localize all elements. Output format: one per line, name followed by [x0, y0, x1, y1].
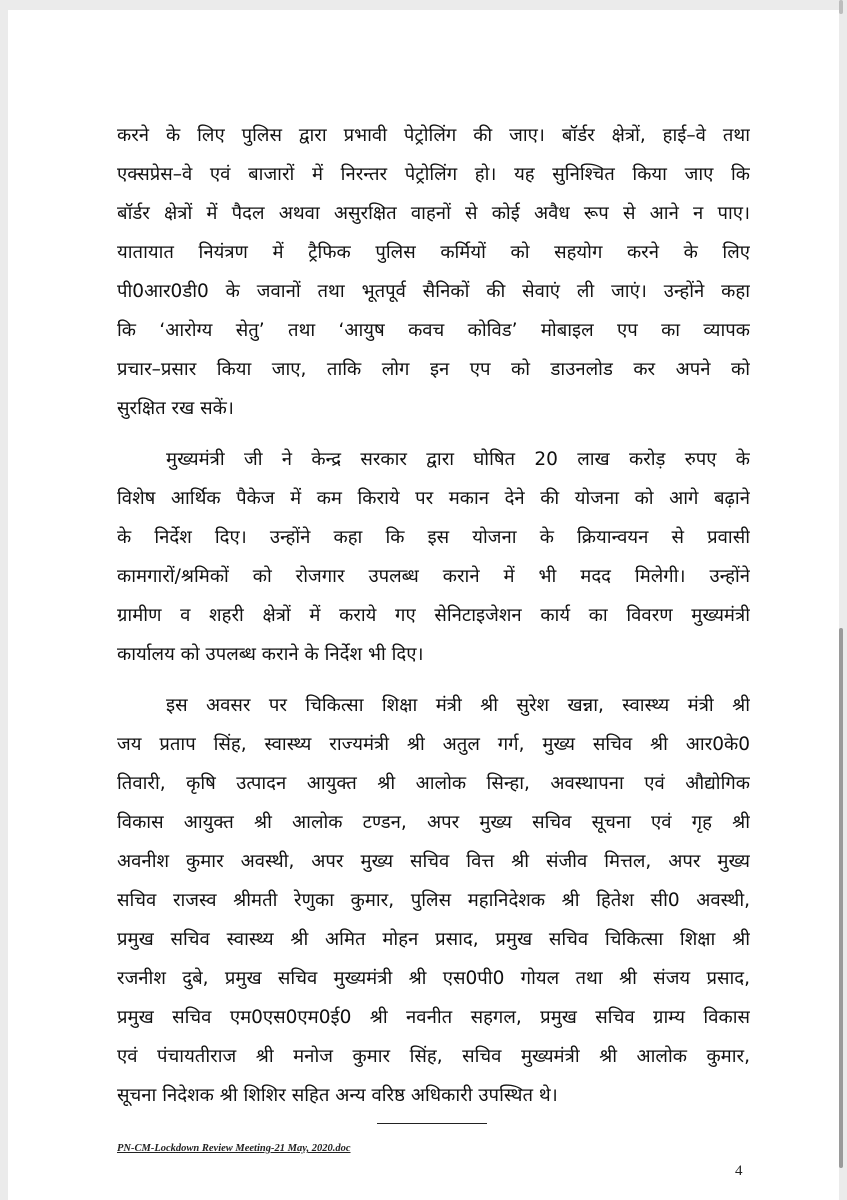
text-line: सुरक्षित रख सकें।	[117, 398, 234, 419]
end-rule-divider	[377, 1123, 487, 1124]
text-line: कार्यालय को उपलब्ध कराने के निर्देश भी दिए।	[117, 644, 424, 665]
text-line: मुख्यमंत्री जी ने केन्द्र सरकार द्वारा घोषित 20 लाख करोड़ रुपए के	[166, 449, 750, 470]
text-line: सचिव राजस्व श्रीमती रेणुका कुमार, पुलिस महानिदेशक श्री हितेश सी0 अवस्थी,	[117, 890, 750, 911]
text-line: कामगारों/श्रमिकों को रोजगार उपलब्ध कराने में भी मदद मिलेगी। उन्होंने	[117, 566, 750, 587]
text-line: पी0आर0डी0 के जवानों तथा भूतपूर्व सैनिकों की सेवाएं ली जाएं। उन्होंने कहा	[117, 281, 750, 302]
text-line: करने के लिए पुलिस द्वारा प्रभावी पेट्रोलिंग की जाए। बॉर्डर क्षेत्रों, हाई–वे तथा	[117, 125, 750, 146]
viewer-top-bar	[0, 0, 847, 10]
text-line: विशेष आर्थिक पैकेज में कम किराये पर मकान देने की योजना को आगे बढ़ाने	[117, 488, 750, 509]
text-line: बॉर्डर क्षेत्रों में पैदल अथवा असुरक्षित वाहनों से कोई अवैध रूप से आने न पाए।	[117, 203, 750, 224]
text-line: तिवारी, कृषि उत्पादन आयुक्त श्री आलोक सिन्हा, अवस्थापना एवं औद्योगिक	[117, 773, 750, 794]
text-line: प्रमुख सचिव स्वास्थ्य श्री अमित मोहन प्रसाद, प्रमुख सचिव चिकित्सा शिक्षा श्री	[117, 929, 750, 950]
text-line: एक्सप्रेस–वे एवं बाजारों में निरन्तर पेट्रोलिंग हो। यह सुनिश्चित किया जाए कि	[117, 164, 750, 185]
text-line: रजनीश दुबे, प्रमुख सचिव मुख्यमंत्री श्री एस0पी0 गोयल तथा श्री संजय प्रसाद,	[117, 968, 750, 989]
text-line: जय प्रताप सिंह, स्वास्थ्य राज्यमंत्री श्री अतुल गर्ग, मुख्य सचिव श्री आर0के0	[117, 734, 750, 755]
text-line: इस अवसर पर चिकित्सा शिक्षा मंत्री श्री सुरेश खन्ना, स्वास्थ्य मंत्री श्री	[166, 695, 750, 716]
footer-filename: PN-CM-Lockdown Review Meeting-21 May, 2020.doc	[117, 1143, 351, 1154]
page-number: 4	[735, 1163, 743, 1179]
text-line: प्रचार–प्रसार किया जाए, ताकि लोग इन एप को डाउनलोड कर अपने को	[117, 359, 750, 380]
scrollbar-top-handle[interactable]	[839, 0, 843, 14]
text-line: कि ‘आरोग्य सेतु’ तथा ‘आयुष कवच कोविड’ मोबाइल एप का व्यापक	[117, 320, 750, 341]
text-line: विकास आयुक्त श्री आलोक टण्डन, अपर मुख्य सचिव सूचना एवं गृह श्री	[117, 812, 750, 833]
text-line: ग्रामीण व शहरी क्षेत्रों में कराये गए सेनिटाइजेशन कार्य का विवरण मुख्यमंत्री	[117, 605, 750, 626]
text-line: सूचना निदेशक श्री शिशिर सहित अन्य वरिष्ठ अधिकारी उपस्थित थे।	[117, 1085, 558, 1106]
text-line: के निर्देश दिए। उन्होंने कहा कि इस योजना के क्रियान्वयन से प्रवासी	[117, 527, 750, 548]
text-line: अवनीश कुमार अवस्थी, अपर मुख्य सचिव वित्त श्री संजीव मित्तल, अपर मुख्य	[117, 851, 750, 872]
text-line: यातायात नियंत्रण में ट्रैफिक पुलिस कर्मियों को सहयोग करने के लिए	[117, 242, 750, 263]
text-line: एवं पंचायतीराज श्री मनोज कुमार सिंह, सचिव मुख्यमंत्री श्री आलोक कुमार,	[117, 1046, 750, 1067]
scrollbar-thumb[interactable]	[839, 628, 843, 1168]
document-page	[8, 10, 839, 1200]
text-line: प्रमुख सचिव एम0एस0एम0ई0 श्री नवनीत सहगल, प्रमुख सचिव ग्राम्य विकास	[117, 1007, 750, 1028]
